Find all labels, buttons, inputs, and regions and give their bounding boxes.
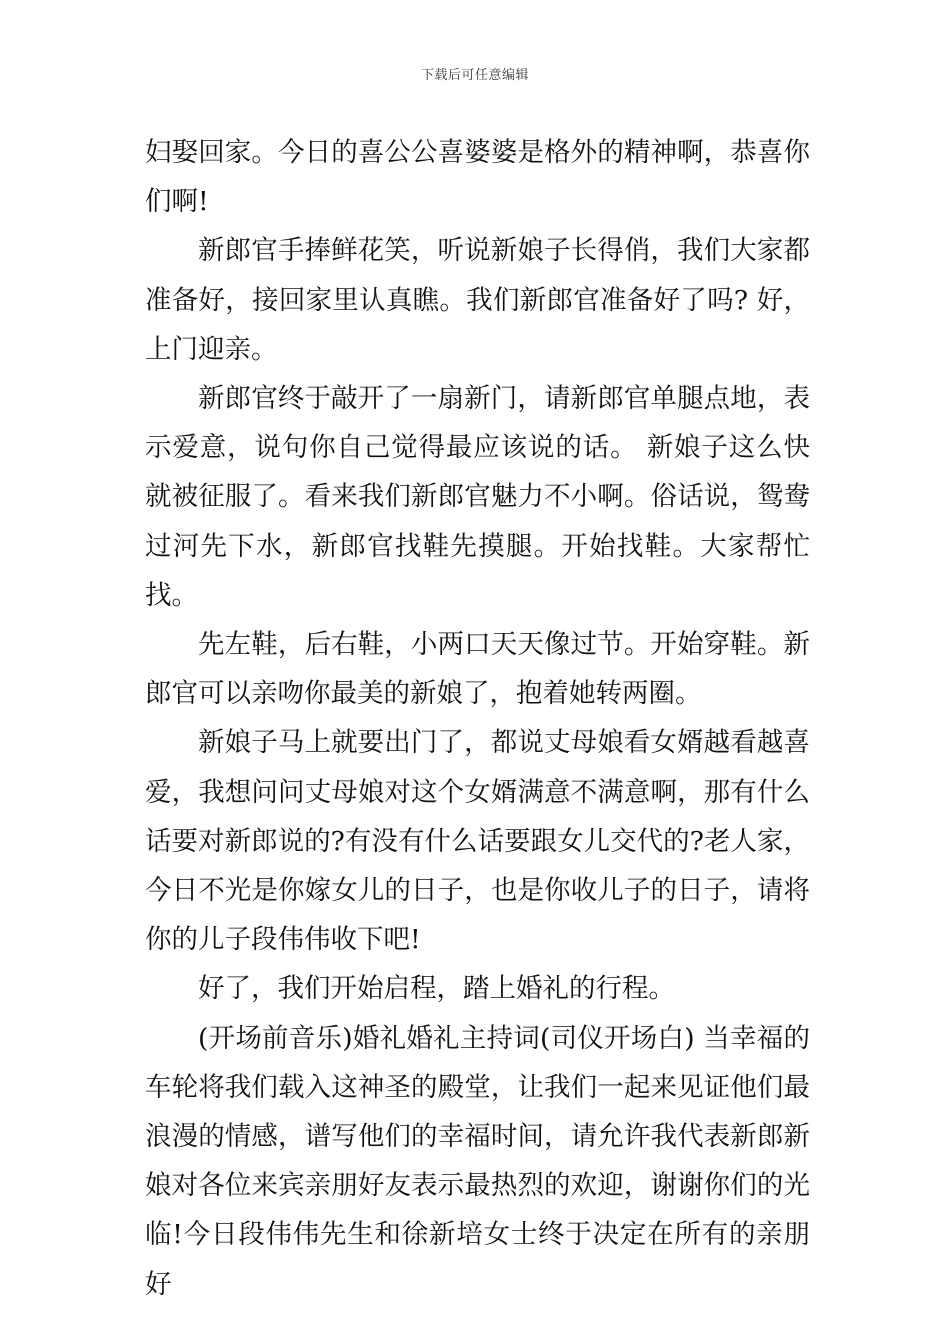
document-body xyxy=(145,128,810,1309)
paragraph: 新郎官手捧鲜花笑，听说新娘子长得俏，我们大家都准备好，接回家里认真瞧。我们新郎官准备好了吗? 好，上门迎亲。 xyxy=(145,235,810,365)
paragraph: 先左鞋，后右鞋，小两口天天像过节。开始穿鞋。新郎官可以亲吻你最美的新娘了，抱着她转两圈。 xyxy=(145,629,810,710)
paragraph: (开场前音乐)婚礼婚礼主持词(司仪开场白) 当幸福的车轮将我们载入这神圣的殿堂，让我们一起来见证他们最浪漫的情感，谱写他们的幸福时间，请允许我代表新郎新娘对各位来宾亲朋好友表示最热烈的欢迎，谢谢你们的光临!今日段伟伟先生和徐新培女士终于决定在所有的亲朋好 xyxy=(145,1022,810,1300)
paragraph: 妇娶回家。今日的喜公公喜婆婆是格外的精神啊，恭喜你们啊! xyxy=(145,137,810,218)
page-header: 下载后可任意编辑 xyxy=(420,68,529,83)
paragraph: 新郎官终于敲开了一扇新门，请新郎官单腿点地，表示爱意，说句你自己觉得最应该说的话。 新娘子这么快就被征服了。看来我们新郎官魅力不小啊。俗话说，鸳鸯过河先下水，新郎官找鞋先摸腿。开始找鞋。大家帮忙找。 xyxy=(145,383,810,611)
paragraph: 好了，我们开始启程，踏上婚礼的行程。 xyxy=(198,973,675,1005)
paragraph: 新娘子马上就要出门了，都说丈母娘看女婿越看越喜爱，我想问问丈母娘对这个女婿满意不满意啊，那有什么话要对新郎说的?有没有什么话要跟女儿交代的?老人家，今日不光是你嫁女儿的日子，也是你收儿子的日子，请将你的儿子段伟伟收下吧! xyxy=(145,727,810,956)
